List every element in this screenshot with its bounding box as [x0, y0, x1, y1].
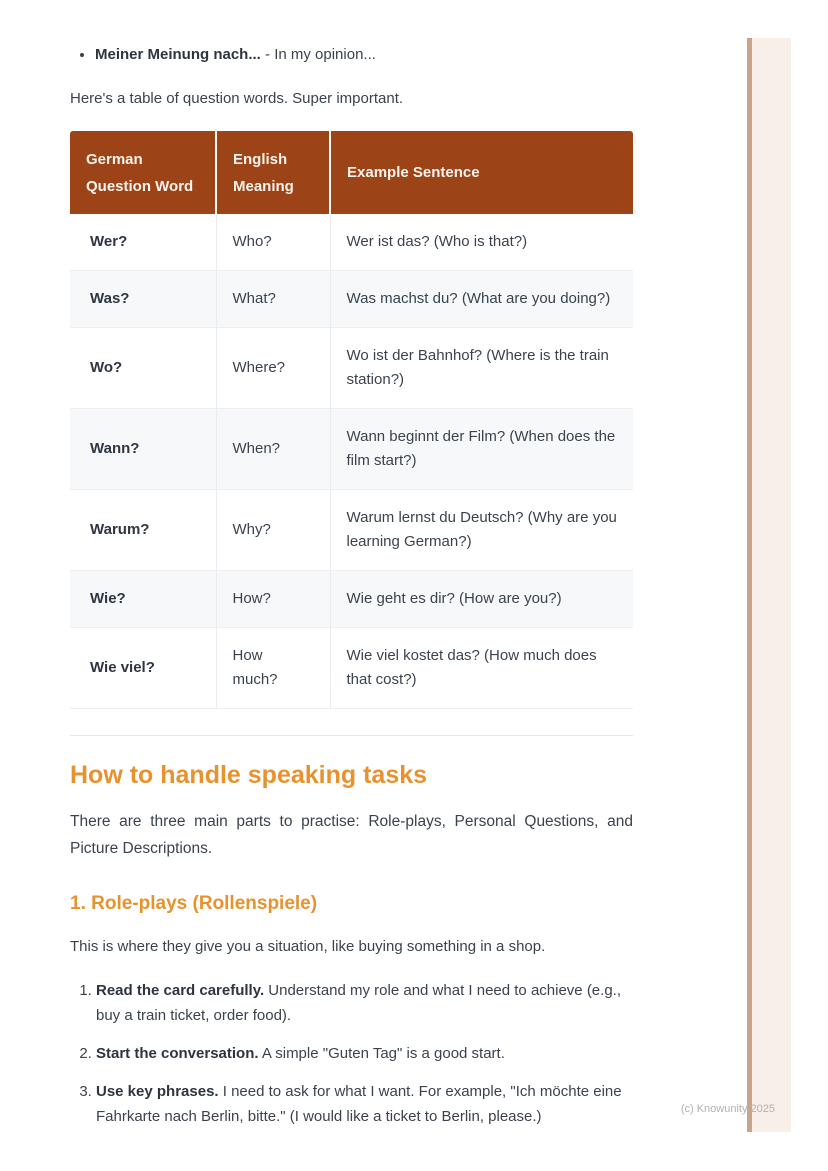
cell-german: Warum? [70, 490, 216, 571]
intro-bullet-list [70, 44, 633, 66]
section-heading: How to handle speaking tasks [70, 761, 428, 789]
cell-german: Wer? [70, 214, 216, 271]
cell-example: Was machst du? (What are you doing?) [330, 271, 633, 328]
table-row [70, 328, 633, 409]
table-row [70, 571, 633, 628]
cell-english: Why? [216, 490, 330, 571]
cell-german: Wann? [70, 409, 216, 490]
step-detail: I need to ask for what I want. For example, "Ich möchte eine Fahrkarte nach Berlin, bitte." (I would like a ticket to Berlin, please.) [96, 1083, 622, 1125]
step-item [96, 1041, 633, 1066]
cell-english: When? [216, 409, 330, 490]
table-row [70, 271, 633, 328]
subsection-intro-text: This is where they give you a situation, like buying something in a shop. [70, 938, 546, 955]
cell-english: Who? [216, 214, 330, 271]
step-item [96, 978, 633, 1028]
table-header [70, 131, 633, 214]
cell-english: Where? [216, 328, 330, 409]
section-intro-text: There are three main parts to practise: Role-plays, Personal Questions, and Picture Descriptions. [70, 813, 633, 857]
table-lead-text: Here's a table of question words. Super important. [70, 90, 404, 107]
cell-english: How much? [216, 628, 330, 709]
subsection-heading-roleplays: 1. Role-plays (Rollenspiele) [70, 893, 318, 914]
cell-example: Wann beginnt der Film? (When does the film start?) [330, 409, 633, 490]
header-english-meaning: English Meaning [216, 131, 330, 214]
bullet-item [95, 44, 633, 66]
cell-german: Wie viel? [70, 628, 216, 709]
cell-example: Warum lernst du Deutsch? (Why are you learning German?) [330, 490, 633, 571]
copyright-text: (c) Knowunity 2025 [680, 1103, 775, 1115]
step-lead: Use key phrases. [96, 1083, 219, 1100]
cell-german: Wo? [70, 328, 216, 409]
table-row [70, 628, 633, 709]
section-divider [70, 735, 633, 736]
cell-english: What? [216, 271, 330, 328]
table-row [70, 409, 633, 490]
page-edge-stripe [747, 38, 791, 1132]
cell-german: Wie? [70, 571, 216, 628]
question-words-table [70, 131, 633, 709]
step-lead: Read the card carefully. [96, 982, 265, 999]
step-detail: A simple "Guten Tag" is a good start. [258, 1045, 505, 1062]
step-lead: Start the conversation. [96, 1045, 259, 1062]
bullet-phrase-german: Meiner Meinung nach... [95, 46, 261, 63]
table-row [70, 490, 633, 571]
table-header-row [70, 131, 633, 214]
step-detail: Understand my role and what I need to achieve (e.g., buy a train ticket, order food). [96, 982, 621, 1024]
cell-example: Wer ist das? (Who is that?) [330, 214, 633, 271]
cell-german: Was? [70, 271, 216, 328]
cell-english: How? [216, 571, 330, 628]
cell-example: Wo ist der Bahnhof? (Where is the train station?) [330, 328, 633, 409]
bullet-phrase-translation: - In my opinion... [260, 46, 376, 63]
header-example-sentence: Example Sentence [330, 131, 633, 214]
cell-example: Wie viel kostet das? (How much does that cost?) [330, 628, 633, 709]
header-german-question-word: German Question Word [70, 131, 216, 214]
document-content [70, 0, 633, 1142]
table-row [70, 214, 633, 271]
cell-example: Wie geht es dir? (How are you?) [330, 571, 633, 628]
